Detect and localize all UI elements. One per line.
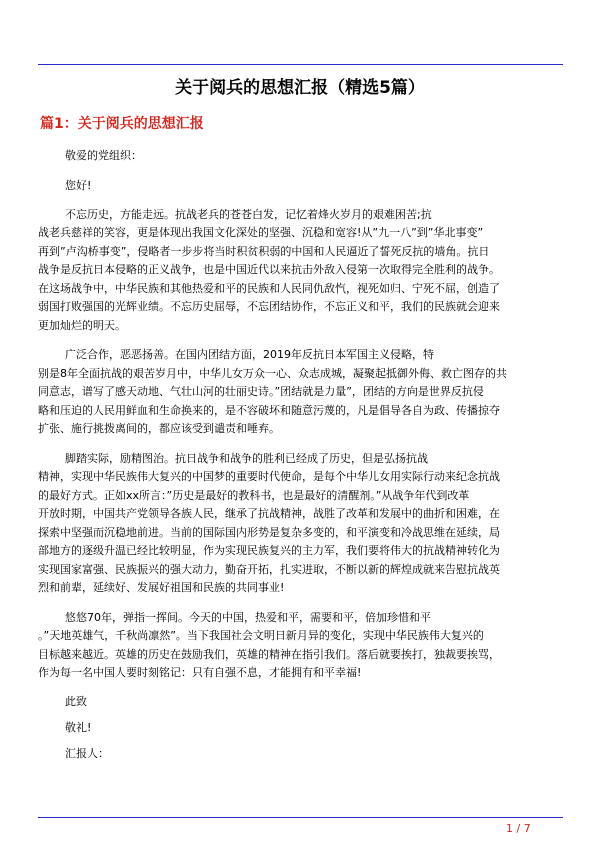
paragraph-2-line: 扩张、施行挑拨离间的，都应该受到谴责和唾弃。 — [38, 422, 280, 435]
paragraph-1-line: 在这场战争中，中华民族和其他热爱和平的民族和人民同仇敌忾，视死如归、宁死不屈，创造了 — [38, 282, 500, 295]
page-number: 1 / 7 — [506, 822, 531, 835]
salutation: 敬爱的党组织： — [65, 149, 142, 162]
paragraph-2-line: 广泛合作，恶恶扬善。在国内团结方面，2019年反抗日本军国主义侵略，特 — [65, 348, 434, 361]
paragraph-2-line: 同意志，谱写了感天动地、气壮山河的壮丽史诗。”团结就是力量”，团结的方向是世界反抗侵 — [38, 385, 484, 398]
paragraph-1-line: 再到”卢沟桥事变”，侵略者一步步将当时积贫积弱的中国和人民逼近了誓死反抗的墙角。抗日 — [38, 245, 490, 258]
reporter-label: 汇报人： — [65, 747, 109, 760]
paragraph-2-line: 别是8年全面抗战的艰苦岁月中，中华儿女万众一心、众志成城，凝聚起抵御外侮、救亡图存的共 — [38, 367, 507, 380]
section-heading: 篇1：关于阅兵的思想汇报 — [40, 116, 204, 132]
paragraph-3-line: 脚踏实际，励精图治。抗日战争和战争的胜利已经成了历史，但是弘扬抗战 — [65, 452, 428, 465]
paragraph-1-line: 战争是反抗日本侵略的正义战争，也是中国近代以来抗击外敌入侵第一次取得完全胜利的战争。 — [38, 263, 500, 276]
paragraph-1-line: 更加灿烂的明天。 — [38, 319, 126, 332]
paragraph-3-line: 开放时期，中国共产党领导各族人民，继承了抗战精神，战胜了改革和发展中的曲折和困难，在 — [38, 507, 500, 520]
greeting: 您好! — [65, 179, 92, 192]
header-rule — [38, 64, 563, 65]
paragraph-4-line: 悠悠70年，弹指一挥间。今天的中国，热爱和平，需要和平，倍加珍惜和平 — [65, 611, 431, 624]
paragraph-4-line: 。”天地英雄气，千秋尚凛然”。当下我国社会文明日新月异的变化，实现中华民族伟大复兴的 — [38, 629, 484, 642]
paragraph-3-line: 部地方的逐级升温已经比较明显，作为实现民族复兴的主力军，我们要将伟大的抗战精神转化为 — [38, 544, 500, 557]
paragraph-3-line: 精神，实现中华民族伟大复兴的中国梦的重要时代使命，是每个中华儿女用实际行动来纪念抗战 — [38, 470, 500, 483]
paragraph-3-line: 的最好方式。正如xx所言：”历史是最好的教科书，也是最好的清醒剂。”从战争年代到改革 — [38, 489, 470, 502]
paragraph-3-line: 实现国家富强、民族振兴的强大动力，勤奋开拓，扎实进取，不断以新的辉煌成就来告慰抗战英 — [38, 563, 500, 576]
paragraph-4-line: 目标越来越近。英雄的历史在鼓励我们，英雄的精神在指引我们。落后就要挨打，独裁要挨骂， — [38, 648, 500, 661]
paragraph-2-line: 略和压迫的人民用鲜血和生命换来的，是不容破坏和随意污蔑的，凡是倡导各自为政、传播掠夺 — [38, 404, 500, 417]
closing-line-2: 敬礼! — [65, 721, 92, 734]
paragraph-1-line: 战老兵慈祥的笑容，更是体现出我国文化深处的坚强、沉稳和宽容!从”九一八”到”华北事变” — [38, 226, 484, 239]
closing-line-1: 此致 — [65, 695, 87, 708]
document-title: 关于阅兵的思想汇报（精选5篇） — [175, 78, 425, 98]
paragraph-3-line: 探索中坚强而沉稳地前进。当前的国际国内形势是复杂多变的，和平演变和冷战思维在延续，局 — [38, 526, 500, 539]
paragraph-3-line: 烈和前辈，延续好、发展好祖国和民族的共同事业! — [38, 581, 285, 594]
paragraph-1-line: 弱国打败强国的光辉业绩。不忘历史屈辱，不忘团结协作，不忘正义和平，我们的民族就会迎来 — [38, 300, 500, 313]
paragraph-4-line: 作为每一名中国人要时刻铭记：只有自强不息，才能拥有和平幸福! — [38, 666, 362, 679]
footer-rule — [38, 817, 563, 818]
paragraph-1-line: 不忘历史，方能走远。抗战老兵的苍苍白发，记忆着烽火岁月的艰难困苦;抗 — [65, 208, 432, 221]
